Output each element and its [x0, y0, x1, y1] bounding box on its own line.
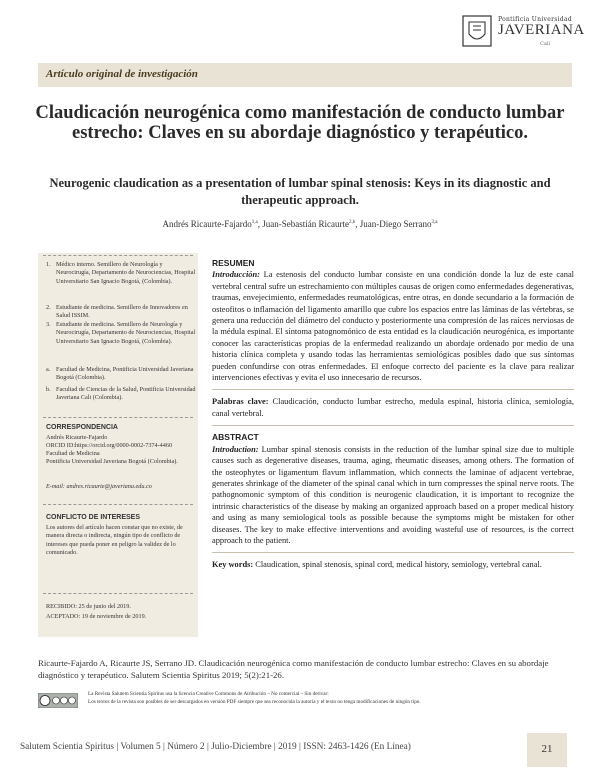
- affiliation-text: Estudiante de medicina. Semillero de Innovadores en Salud ISSIM.: [56, 304, 188, 320]
- palabras-clave-paragraph: [212, 396, 574, 419]
- affiliation-item: [46, 304, 196, 321]
- affiliation-text: Médico interno. Semillero de Neurología y Neurocirugía, Departamento de Neurociencias, Hospital Universitario San Ignacio Bogotá, (Colombia).: [56, 261, 196, 285]
- affiliation-number: 2.: [46, 304, 51, 311]
- title-english: Neurogenic claudication as a presentation of lumbar spinal stenosis: Keys in its diagnostic and therapeutic approach.: [49, 176, 551, 207]
- divider: [43, 504, 193, 505]
- license-line2: Los textos de la revista son posibles de ser descargados en versión PDF siempre que sea reconocida la autoría y el texto no tenga modificaciones de ningún tipo.: [88, 698, 421, 705]
- resumen-heading: RESUMEN: [212, 258, 255, 268]
- abstract-heading: ABSTRACT: [212, 432, 259, 443]
- author-name: Andrés Ricaurte-Fajardo: [162, 219, 252, 229]
- page-number-box: [527, 733, 567, 767]
- affiliation-text: Facultad de Medicina, Pontificia Universidad Javeriana Bogotá (Colombia).: [56, 366, 194, 382]
- affiliation-item: [46, 386, 196, 403]
- affiliation-item: [46, 321, 196, 346]
- citation-text: Ricaurte-Fajardo A, Ricaurte JS, Serrano JD. Claudicación neurogénica como manifestación de conducto lumbar estrecho: Claves en su abordaje diagnóstico y terapéutico. Salutem Scientia Spiritus 2019; 5(2):21-26.: [38, 658, 549, 680]
- author-name: Juan-Diego Serrano: [359, 219, 432, 229]
- divider: [212, 389, 574, 390]
- palabras-clave-label: Palabras clave:: [212, 397, 269, 407]
- conflict-text: Los autores del artículo hacen constar que no existe, de manera directa o indirecta, ningún tipo de conflicto de intereses que pueda poner en peligro la validez de lo comunicado.: [46, 524, 183, 556]
- key-words-text: Claudication, spinal stenosis, spinal cord, medical history, semiology, vertebral canal.: [253, 560, 542, 570]
- abstract-text: Lumbar spinal stenosis consists in the reduction of the lumbar spinal size due to multiple causes such as degenerative diseases, trauma, aging, rheumatic diseases, among others. The formation of the osteophytes or ligamentum flavum inflammation, which connects the laminae of adjacent vertebrae, generates shrinkage of the diameter of the spinal canal which in turn compresses the spinal nerve roots. The pathognomonic symptom of this condition is neurogenic claudication, it is important to recognize the intrinsic characteristics of the disease by making an organized approach based on a proper medical history and using as many semiological tools as possible because the symptoms might be mistaken for other diseases. The key to make effective interventions and avoiding wasteful use of resources, is the correct approach to the patient.: [212, 444, 574, 545]
- creative-commons-badge-icon: [38, 693, 78, 708]
- logo-line2: JAVERIANA: [498, 22, 585, 38]
- key-words-label: Key words:: [212, 560, 254, 570]
- author-affiliation-mark: 2,b: [348, 220, 356, 225]
- affiliation-item: [46, 261, 196, 286]
- logo-line3: Cali: [540, 41, 551, 47]
- page-number: 21: [541, 743, 553, 755]
- correspondence-name: Andrés Ricaurte-Fajardo: [46, 434, 108, 441]
- section-band: [38, 63, 572, 87]
- resumen-lead: Introducción:: [212, 270, 260, 280]
- divider: [43, 593, 193, 594]
- palabras-clave-text: Claudicación, conducto lumbar estrecho, medula espinal, historia clínica, semiología, canal vertebral.: [212, 397, 574, 418]
- correspondence-university: Pontificia Universidad Javeriana Bogotá (Colombia).: [46, 458, 178, 465]
- author-name: Juan-Sebastián Ricaurte: [262, 219, 349, 229]
- author-affiliation-mark: 3,a: [431, 220, 438, 225]
- abstract-paragraph: [212, 444, 574, 547]
- license-notice: [88, 691, 568, 706]
- divider: [43, 255, 193, 256]
- author-affiliation-mark: 1,a: [251, 220, 258, 225]
- key-words-paragraph: [212, 559, 574, 570]
- affiliation-number: b.: [46, 386, 51, 393]
- university-logo: [460, 14, 588, 50]
- affiliation-item: [46, 366, 196, 383]
- resumen-text: La estenosis del conducto lumbar consiste en una condición donde la luz de este canal vertebral central sufre un estrechamiento con múltiples causas de origen como enfermedades degenerativas, traumas, envejecimiento, enfermedades reumatológicas, entre otras, en donde secundario a la formación de osteofitos o inflamación del ligamento amarillo que cubre los espacios entre las láminas de las vértebras, se genera una reducción del diámetro del conducto y posteriormente una compresión de las raíces nerviosas de la médula espinal. El síntoma patognomónico de esta entidad es la claudicación neurogénica, es importante conocer las características propias de la enfermedad realizando un abordaje ordenado por medio de una historia clínica completa y usando todas las herramientas semiológicas posibles dado que sus síntomas pueden confundirse con otras enfermedades. El enfoque correcto del paciente es la clave para realizar intervenciones efectivas y evita el uso innecesario de recursos.: [212, 270, 574, 383]
- correspondence-email: E-mail: andres.ricaurte@javeriana.edu.co: [46, 483, 152, 490]
- affiliation-number: 3.: [46, 321, 51, 328]
- affiliation-text: Facultad de Ciencias de la Salud, Pontificia Universidad Javeriana Cali (Colombia).: [56, 386, 196, 402]
- title-spanish: Claudicación neurogénica como manifestación de conducto lumbar estrecho: Claves en su abordaje diagnóstico y terapéutico.: [35, 103, 565, 143]
- correspondence-heading: CORRESPONDENCIA: [46, 424, 118, 431]
- abstract-column: [212, 258, 574, 571]
- journal-footer: Salutem Scientia Spiritus | Volumen 5 | Número 2 | Julio-Diciembre | 2019 | ISSN: 2463-1426 (En Línea): [20, 742, 411, 752]
- author-list: Andrés Ricaurte-Fajardo$^{1,a}$, Juan-Sebastián Ricaurte$^{2,b}$, Juan-Diego Serrano$^{3,a}$: [162, 219, 438, 229]
- resumen-paragraph: [212, 269, 574, 383]
- affiliation-number: 1.: [46, 261, 51, 268]
- university-seal-icon: [460, 14, 494, 48]
- section-label: Artículo original de investigación: [46, 68, 198, 80]
- license-line1: La Revista Salutem Scientia Spiritus usa la licencia Creative Commons de Atribución – No comercial – Sin derivar:: [88, 691, 329, 697]
- divider: [212, 425, 574, 426]
- received-date: RECIBIDO: 25 de junio del 2019.: [46, 603, 131, 610]
- divider: [212, 552, 574, 553]
- affiliation-number: a.: [46, 366, 51, 373]
- correspondence-faculty: Facultad de Medicina: [46, 450, 100, 457]
- accepted-date: ACEPTADO: 19 de noviembre de 2019.: [46, 613, 147, 620]
- logo-line1: Pontificia Universidad: [498, 16, 573, 23]
- abstract-lead: Introduction:: [212, 444, 259, 454]
- correspondence-orcid: ORCID ID:https://orcid.org/0000-0002-7374-4460: [46, 442, 173, 449]
- sidebar-info-panel: [38, 253, 198, 637]
- conflict-heading: CONFLICTO DE INTERESES: [46, 514, 140, 521]
- affiliation-text: Estudiante de medicina. Semillero de Neurología y Neurocirugía, Departamento de Neurociencias, Hospital Universitario San Ignacio Bogotá, (Colombia).: [56, 321, 196, 345]
- divider: [43, 417, 193, 418]
